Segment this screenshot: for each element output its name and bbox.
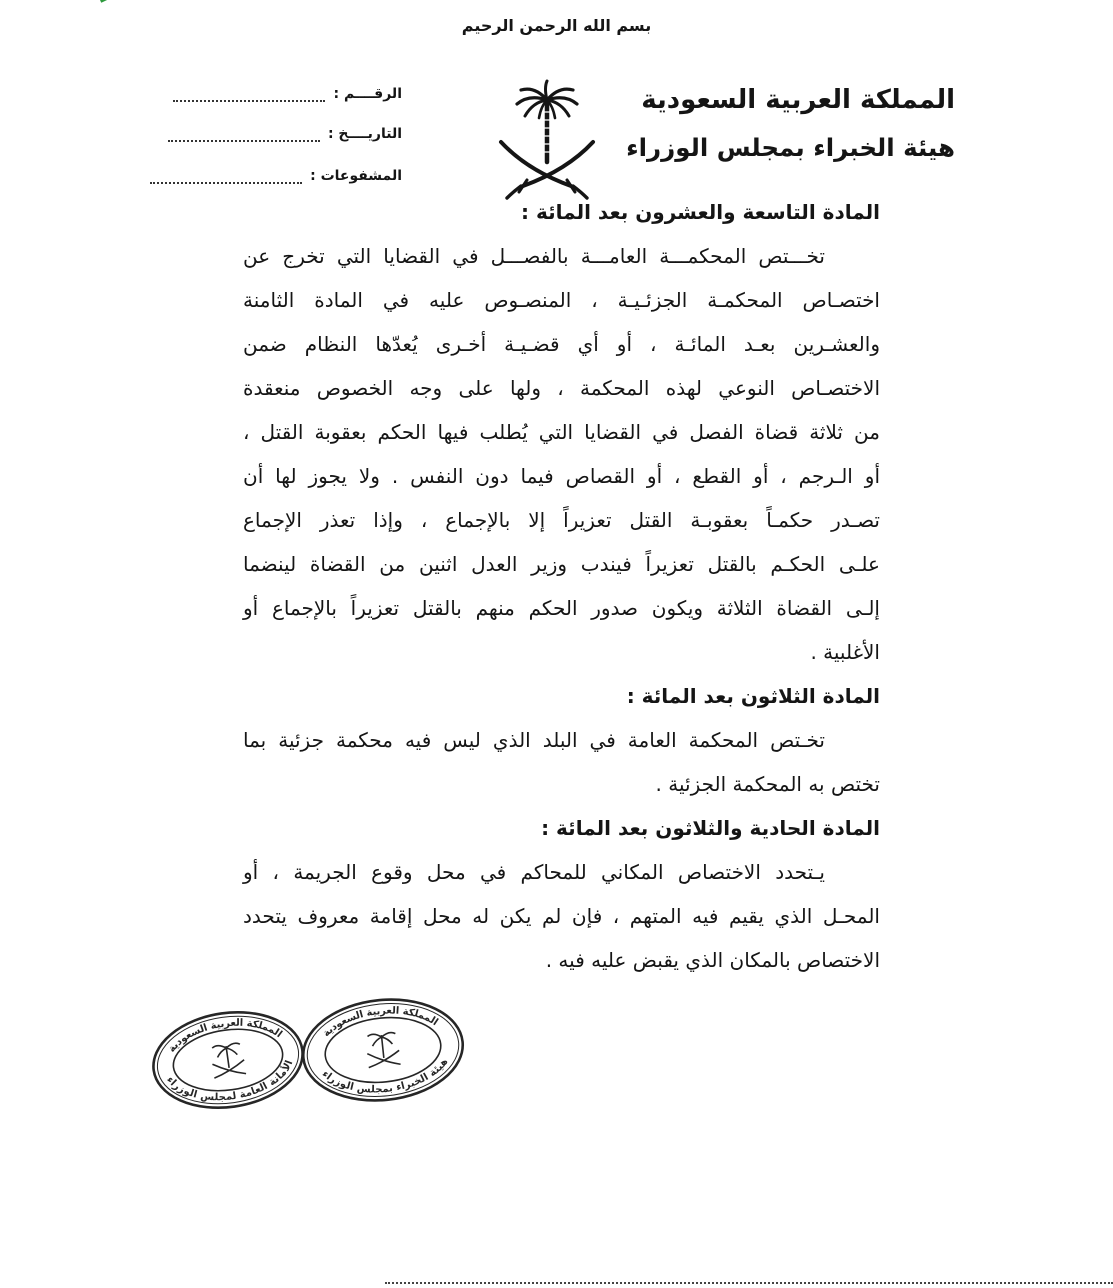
basmala: بسم الله الرحمن الرحيم [461, 16, 652, 35]
article-131-line: يـتحدد الاختصاص المكاني للمحاكم في محل وقوع الجريمة ، أو [243, 860, 825, 884]
seal-1-top-text: المملكة العربية السعودية [166, 1017, 284, 1055]
reference-number-field [173, 86, 402, 102]
article-129-line: الاختصـاص النوعي لهذه المحكمة ، ولها على وجه الخصوص منعقدة [243, 376, 880, 400]
article-130-heading: المادة الثلاثون بعد المائة : [626, 684, 880, 708]
attachments-field [150, 168, 402, 184]
article-130-line: تختص به المحكمة الجزئية . [655, 772, 880, 796]
footer-dotted-rule [385, 1282, 1113, 1284]
article-129-line: علـى الحكـم بالقتل تعزيراً فيندب وزير العدل اثنين من القضاة لينضما [243, 552, 880, 576]
seal-2-top-text: المملكة العربية السعودية [320, 1005, 440, 1040]
scan-edge-mark [100, 0, 114, 3]
article-131-heading: المادة الحادية والثلاثون بعد المائة : [541, 816, 880, 840]
date-blank [168, 132, 320, 142]
article-131-line: الاختصاص بالمكان الذي يقبض عليه فيه . [545, 948, 880, 972]
article-130-line: تخـتص المحكمة العامة في البلد الذي ليس فيه محكمة جزئية بما [243, 728, 825, 752]
article-129-line: تصـدر حكمـاً بعقوبـة القتل تعزيراً إلا بالإجماع ، وإذا تعذر الإجماع [243, 508, 880, 532]
article-129-line: أو الـرجم ، أو القطع ، أو القصاص فيما دون النفس . ولا يجوز لها أن [243, 464, 880, 488]
attachments-blank [150, 174, 302, 184]
article-129-line: اختصـاص المحكمـة الجزئـيـة ، المنصـوص عليه في المادة الثامنة [243, 288, 880, 312]
official-seals [145, 995, 475, 1120]
article-129-line: من ثلاثة قضاة الفصل في القضايا التي يُطلب فيها الحكم بعقوبة القتل ، [243, 420, 880, 444]
article-129-line: إلـى القضاة الثلاثة ويكون صدور الحكم منهم بالقتل تعزيراً بالإجماع أو [243, 596, 880, 620]
document-body [243, 190, 880, 982]
date-label: التاريــــخ : [327, 126, 402, 142]
general-secretariat-seal [147, 1003, 309, 1117]
saudi-emblem-icon [497, 78, 597, 203]
bureau-of-experts-seal [298, 995, 468, 1108]
article-129-line: الأغلبية . [810, 640, 880, 664]
article-129-line: والعشـرين بعـد المائـة ، أو أي قضـيـة أخـرى يُعدّها النظام ضمن [243, 332, 880, 356]
attachments-label: المشفوعات : [310, 168, 402, 184]
date-field [168, 126, 402, 142]
letterhead-agency: هيئة الخبراء بمجلس الوزراء [626, 133, 955, 162]
article-129-line: تخـــتص المحكمـــة العامـــة بالفصـــل في القضايا التي تخرج عن [243, 244, 825, 268]
reference-number-blank [173, 92, 325, 102]
letterhead-country: المملكة العربية السعودية [641, 85, 955, 115]
reference-number-label: الرقــــم : [333, 86, 402, 102]
seal-2-bottom-text: هيئة الخبراء بمجلس الوزراء [319, 1056, 451, 1096]
article-129-heading: المادة التاسعة والعشرون بعد المائة : [521, 200, 880, 224]
seal-1-bottom-text: الأمانة العامة لمجلس الوزراء [164, 1058, 296, 1104]
article-131-line: المحـل الذي يقيم فيه المتهم ، فإن لم يكن له محل إقامة معروف يتحدد [243, 904, 880, 928]
